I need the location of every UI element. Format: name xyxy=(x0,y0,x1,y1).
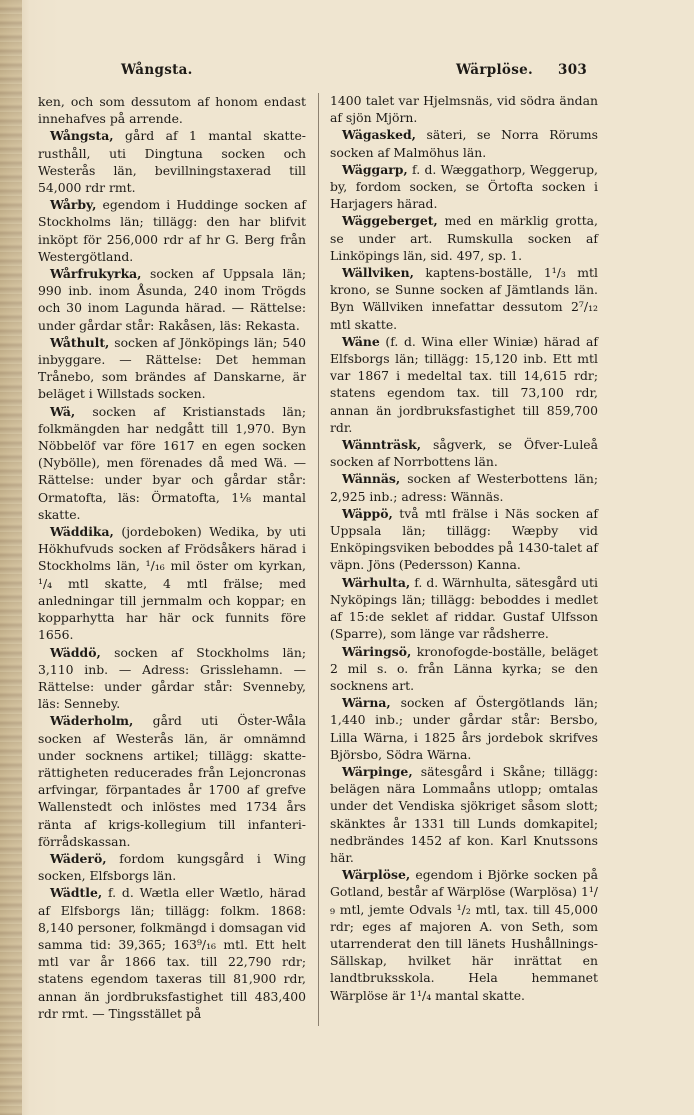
entry-text: socken af Östergötlands län; 1,440 inb.; under gårdar står: Bersbo, Lilla Wärna, i 1825 års jordebok skrifves Björsbo, Södra Wärna. xyxy=(330,695,598,762)
entry-paragraph xyxy=(330,643,598,695)
entry-headword: Wäddika, xyxy=(50,524,114,540)
book-binding-edge xyxy=(0,0,22,1115)
entry-headword: Wäderö, xyxy=(50,850,107,866)
entry-paragraph xyxy=(330,212,598,264)
column-divider xyxy=(318,93,319,1026)
entry-paragraph xyxy=(38,850,306,884)
entry-paragraph xyxy=(38,265,306,334)
entry-text: (f. d. Wina eller Winiæ) härad af Elfsborgs län; tillägg: 15,120 inb. Ett mtl var 1867 i medeltal tax. till 14,615 rdr; statens egendom tax. till 73,100 rdr, annan än jordbruksfastighet till 859,700 rdr. xyxy=(330,333,598,435)
entry-text: egendom i Björke socken på Gotland, består af Wärplöse (Warplösa) 1¹/₉ mtl, jemte Odvals ¹/₂ mtl, tax. till 45,000 rdr; eges af majoren A. von Seth, som utarrenderat den till länets Hushållnings-Sällskap, hvilket här inrättat en landtbruksskola. Hela hemmanet Wärplöse är 1¹/₄ mantal skatte. xyxy=(330,867,598,1003)
entry-headword: Wäringsö, xyxy=(342,643,412,659)
entry-text: sätesgård i Skåne; tillägg: belägen nära Lommaåns utlopp; omtalas under det Vendiska sjökriget såsom slott; skänktes år 1331 till Lunds domkapitel; nedbrändes 1452 af kon. Karl Knutssons här. xyxy=(330,763,598,865)
entry-headword: Wäddö, xyxy=(50,644,101,660)
entry-headword: Wägasked, xyxy=(342,127,416,143)
entry-headword: Wäggarp, xyxy=(342,161,408,177)
entry-text: sågverk, se Öfver-Luleå socken af Norrbottens län. xyxy=(330,437,598,470)
entry-paragraph xyxy=(330,763,598,866)
running-header xyxy=(0,62,694,84)
entry-text: säteri, se Norra Rörums socken af Malmöhus län. xyxy=(330,127,598,160)
entry-headword: Wärna, xyxy=(342,695,391,711)
right-column xyxy=(330,92,598,1004)
entry-headword: Wännträsk, xyxy=(342,437,422,453)
entry-headword: Wäppö, xyxy=(342,505,393,521)
entry-paragraph xyxy=(330,505,598,574)
entry-headword: Wårfrukyrka, xyxy=(50,266,142,282)
entry-headword: Wärpinge, xyxy=(342,763,413,779)
entry-paragraph xyxy=(330,264,598,333)
entry-text: ken, och som dessutom af honom endast innehafves på arrende. xyxy=(38,94,306,127)
entry-text: f. d. Wætla eller Wætlo, härad af Elfsborgs län; tillägg: folkm. 1868: 8,140 personer, folkmängd i domsagan vid samma tid: 39,365; 163⁹/₁₆ mtl. Ett helt mtl var år 1866 tax. till 22,790 rdr; statens egendom taxeras till 81,900 rdr, annan än jordbruksfastighet till 483,400 rdr rmt. — Tingsstället på xyxy=(38,885,306,1021)
header-left-title: Wångsta. xyxy=(121,62,193,78)
entry-text: med en märklig grotta, se under art. Rumskulla socken af Linköpings län, sid. 497, sp. 1. xyxy=(330,213,598,263)
entry-headword: Wäggeberget, xyxy=(342,213,438,229)
entry-paragraph xyxy=(330,436,598,470)
entry-text: gård uti Öster-Wåla socken af Westerås län, är omnämnd under socknens artikel; tillägg: skatte-rättigheten reducerades från Lejoncronas arfvingar, förpantades år 1700 af grefve Wallenstedt och inlöstes med 1734 års ränta af krigs-kollegium till infanteri-förrådskassan. xyxy=(38,713,306,849)
entry-paragraph xyxy=(38,196,306,265)
entry-text: kaptens-boställe, 1¹/₃ mtl krono, se Sunne socken af Jämtlands län. Byn Wällviken innefattar dessutom 2⁷/₁₂ mtl skatte. xyxy=(330,265,598,332)
entry-text: socken af Kristianstads län; folkmängden har nedgått till 1,970. Byn Nöbbelöf var före 1617 en egen socken (Nybölle), men förenades då med Wä. — Rättelse: under byar och gårdar står: Ormatofta, läs: Örmatofta, 1⅛ mantal skatte. xyxy=(38,403,306,522)
entry-paragraph xyxy=(38,334,306,403)
entry-paragraph xyxy=(38,884,306,1022)
entry-headword: Wångsta, xyxy=(50,128,114,144)
entry-text: socken af Jönköpings län; 540 inbyggare. — Rättelse: Det hemman Trånebo, som brändes af Danskarne, är beläget i Willstads socken. xyxy=(38,334,306,402)
entry-text: gård af 1 mantal skatte-rusthåll, uti Dingtuna socken och Westerås län, bevillningstaxerad till 54,000 rdr rmt. xyxy=(38,128,306,196)
entry-text: socken af Uppsala län; 990 inb. inom Åsunda, 240 inom Trögds och 30 inom Lagunda härad. — Rättelse: under gårdar står: Rakåsen, läs: Rekasta. xyxy=(38,266,306,333)
header-right-title: Wärplöse. xyxy=(456,62,534,78)
entry-headword: Wårby, xyxy=(50,197,97,213)
entry-headword: Wåthult, xyxy=(50,334,110,350)
entry-text: fordom kungsgård i Wing socken, Elfsborgs län. xyxy=(38,850,306,884)
entry-paragraph xyxy=(330,126,598,160)
entry-paragraph xyxy=(38,523,306,643)
entry-paragraph xyxy=(330,161,598,213)
entry-paragraph xyxy=(330,866,598,1004)
entry-headword: Wännäs, xyxy=(342,471,401,487)
entry-text: f. d. Wärnhulta, sätesgård uti Nyköpings län; tillägg: beboddes i medlet af 15:de seklet af riddar. Gustaf Ulfsson (Sparre), som länge var rådsherre. xyxy=(330,574,598,642)
entry-paragraph xyxy=(330,92,598,126)
entry-headword: Wärplöse, xyxy=(342,867,411,883)
page-number: 303 xyxy=(558,62,588,78)
entry-paragraph xyxy=(38,403,306,523)
entry-text: två mtl frälse i Näs socken af Uppsala län; tillägg: Wæpby vid Enköpingsviken beboddes på 1430-talet af väpn. Jöns (Pedersson) Kanna. xyxy=(330,505,598,573)
entry-headword: Wärhulta, xyxy=(342,574,411,590)
entry-text: (jordeboken) Wedika, by uti Hökhufvuds socken af Frödsåkers härad i Stockholms län, ¹/₁₆ mil öster om kyrkan, ¹/₄ mtl skatte, 4 mtl frälse; med anledningar till jernmalm och koppar; en kopparhytta har här ock funnits före 1656. xyxy=(38,524,306,643)
entry-headword: Wäne xyxy=(342,333,380,349)
entry-paragraph xyxy=(38,93,306,127)
entry-paragraph xyxy=(38,644,306,713)
entry-paragraph xyxy=(330,333,598,436)
entry-text: socken af Stockholms län; 3,110 inb. — Adress: Grisslehamn. — Rättelse: under gårdar står: Svenneby, läs: Senneby. xyxy=(38,644,306,712)
entry-paragraph xyxy=(330,574,598,643)
entry-text: kronofogde-boställe, beläget 2 mil s. o. från Länna kyrka; se den socknens art. xyxy=(330,643,598,693)
entry-paragraph xyxy=(330,470,598,504)
left-column xyxy=(38,93,306,1022)
entry-paragraph xyxy=(330,694,598,763)
entry-headword: Wädtle, xyxy=(50,885,103,901)
entry-paragraph xyxy=(38,712,306,850)
entry-text: 1400 talet var Hjelmsnäs, vid södra ändan af sjön Mjörn. xyxy=(330,93,598,126)
entry-text: socken af Westerbottens län; 2,925 inb.; adress: Wännäs. xyxy=(330,471,598,504)
entry-headword: Wällviken, xyxy=(342,265,414,281)
entry-text: egendom i Huddinge socken af Stockholms län; tillägg: den har blifvit inköpt för 256,000 rdr af hr G. Berg från Westergötland. xyxy=(38,197,306,264)
entry-paragraph xyxy=(38,127,306,196)
entry-headword: Wä, xyxy=(50,403,76,419)
entry-text: f. d. Wæggathorp, Weggerup, by, fordom socken, se Örtofta socken i Harjagers härad. xyxy=(330,161,598,212)
entry-headword: Wäderholm, xyxy=(50,713,134,729)
